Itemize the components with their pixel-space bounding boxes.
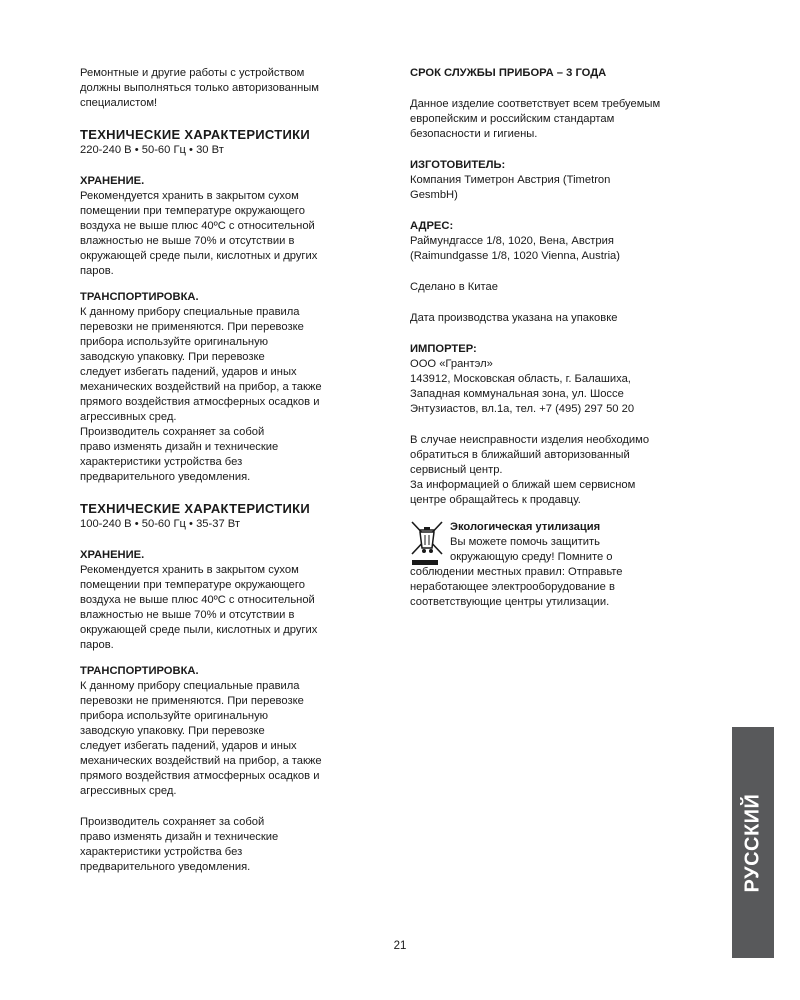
storage-text-2: Рекомендуется хранить в закрытом сухом помещении при температуре окружающего воздуха не выше плюс 40ºС с относительной влажностью не выше 70% и отсутствии в окружающей среде пыли, кислотных и других паров.	[80, 564, 318, 651]
spec-value-2: 100-240 В • 50-60 Гц • 35-37 Вт	[80, 518, 241, 530]
importer-heading: ИМПОРТЕР:	[410, 343, 477, 355]
spec-value-1: 220-240 В • 50-60 Гц • 30 Вт	[80, 144, 224, 156]
language-tab	[732, 727, 774, 958]
manufacturer-note-2: Производитель сохраняет за собой право изменять дизайн и технические характеристики устройства без предварительного уведомления.	[80, 816, 279, 873]
address-text: Раймундгассе 1/8, 1020, Вена, Австрия (Raimundgasse 1/8, 1020 Vienna, Austria)	[410, 235, 620, 262]
storage-heading-1: ХРАНЕНИЕ.	[80, 175, 145, 187]
service-life-heading: СРОК СЛУЖБЫ ПРИБОРА – 3 ГОДА	[410, 67, 607, 79]
eco-text: соблюдении местных правил: Отправьте неработающее электрооборудование в соответствующие центры утилизации.	[410, 566, 623, 608]
eco-heading: Экологическая утилизация	[450, 521, 601, 533]
transport-text-2: К данному прибору специальные правила перевозки не применяются. При перевозке прибора используйте оригинальную заводскую упаковку. При перевозке следует избегать падений, ударов и иных механических воздействий на прибор, а также прямого воздействия атмосферных осадков и агрессивных сред.	[80, 680, 322, 797]
crossed-out-wheelie-bin-icon	[410, 520, 444, 566]
service-center-text: В случае неисправности изделия необходимо обратиться в ближайший авторизованный сервисный центр. За информацией о ближай шем сервисном центре обращайтесь к продавцу.	[410, 434, 650, 506]
page-number: 21	[393, 940, 407, 952]
eco-indented-text: Вы можете помочь защитить окружающую среду! Помните о	[450, 536, 613, 563]
right-column	[410, 66, 730, 610]
transport-heading-1: ТРАНСПОРТИРОВКА.	[80, 291, 199, 303]
manufacturer-heading: ИЗГОТОВИТЕЛЬ:	[410, 159, 506, 171]
storage-text-1: Рекомендуется хранить в закрытом сухом помещении при температуре окружающего воздуха не выше плюс 40ºС с относительной влажностью не выше 70% и отсутствии в окружающей среде пыли, кислотных и других паров.	[80, 190, 318, 277]
address-heading: АДРЕС:	[410, 220, 454, 232]
spec-heading-2: ТЕХНИЧЕСКИЕ ХАРАКТЕРИСТИКИ	[80, 501, 311, 516]
left-column	[80, 66, 386, 875]
eco-disposal-section	[410, 520, 730, 610]
compliance-text: Данное изделие соответствует всем требуемым европейским и российским стандартам безопасности и гигиены.	[410, 98, 661, 140]
transport-heading-2: ТРАНСПОРТИРОВКА.	[80, 665, 199, 677]
production-date-text: Дата производства указана на упаковке	[410, 312, 618, 324]
language-tab-label: РУССКИЙ	[741, 793, 764, 892]
intro-warning: Ремонтные и другие работы с устройством должны выполняться только авторизованным специалистом!	[80, 67, 319, 109]
importer-text: ООО «Грантэл» 143912, Московская область, г. Балашиха, Западная коммунальная зона, ул. Шоссе Энтузиастов, вл.1а, тел. +7 (495) 297 50 20	[410, 358, 635, 415]
spec-heading-1: ТЕХНИЧЕСКИЕ ХАРАКТЕРИСТИКИ	[80, 127, 311, 142]
manufacturer-text: Компания Тиметрон Австрия (Timetron GesmbH)	[410, 174, 611, 201]
made-in-text: Сделано в Китае	[410, 281, 498, 293]
transport-text-1: К данному прибору специальные правила перевозки не применяются. При перевозке прибора используйте оригинальную заводскую упаковку. При перевозке следует избегать падений, ударов и иных механических воздействий на прибор, а также прямого воздействия атмосферных осадков и агрессивных сред. Производитель сохраняет за собой право изменять дизайн и технические характеристики устройства без предварительного уведомления.	[80, 306, 322, 483]
storage-heading-2: ХРАНЕНИЕ.	[80, 549, 145, 561]
